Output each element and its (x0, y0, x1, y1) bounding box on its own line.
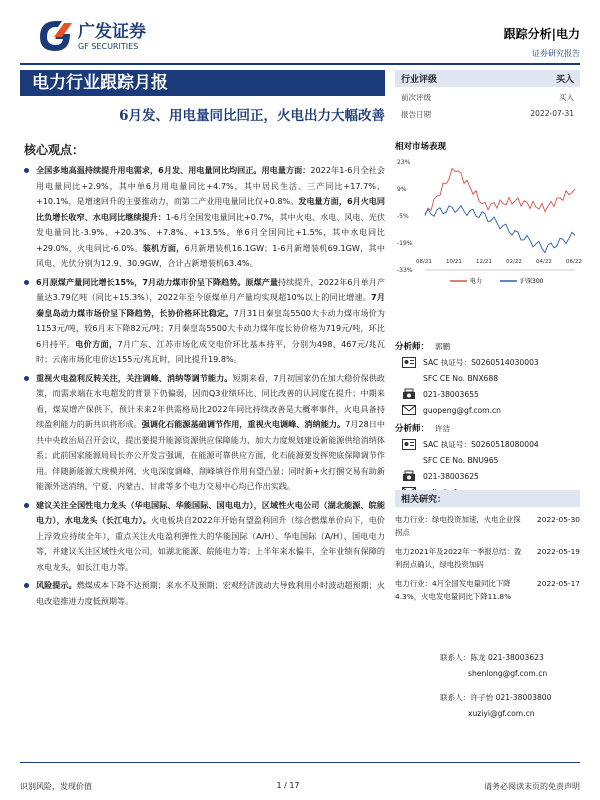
analyst-name: 许洁 (435, 423, 451, 433)
analyst-name: 郭鹏 (435, 341, 451, 351)
phone-icon (395, 470, 423, 482)
related-item[interactable]: 电力行业：绿电投资加速，火电企业探拐点 2022-05-30 (395, 515, 580, 537)
x-tick-label: 04/22 (536, 259, 552, 265)
bullet-demand: 全国多地高温持续提升用电需求，6月发、用电量同比均回正。用电量方面：2022年1-6月全社会用电量同比+2.9%，其中单6月用电量同比+4.7%，其中居民生活、三产同比+17.7%、+10.1%，是增速回升的主要推动力，而第二产业用电量同比仅+0.8%。发电量方面，6月火电同比负增长收窄、水电同比继续提升：1-6月全国发电量同比+0.7%，其中火电、水电、风电、光伏发电量同比-3.9%、+20.3%、+7.8%、+13.5%。单6月全国同比+1.5%，其中水电同比+29.0%，火电同比-6.0%。装机方面，6月新增装机16.1GW；1-6月新增装机69.1GW，其中风电、光伏分别为12.9、30.9GW，合计占新增装机63.4%。 (20, 163, 385, 272)
footer-rule (20, 762, 580, 763)
contact-1: 联系人：陈龙 021-38003623 (440, 653, 544, 662)
header-right (504, 25, 580, 59)
x-tick-label: 06/22 (566, 259, 582, 265)
x-tick-label: 02/22 (506, 259, 522, 265)
core-view-list (20, 163, 385, 612)
analyst-1 (395, 338, 580, 418)
prev-rating-row: 前次评级 买入 (401, 93, 574, 102)
header-rule (20, 63, 580, 65)
phone-icon (395, 388, 423, 400)
rating-box (395, 70, 580, 121)
analyst-role: 分析师： (395, 424, 430, 434)
rating-label: 行业评级 (401, 75, 438, 85)
analyst-license: SAC 执证号：S0260514030003 (423, 357, 539, 367)
page-number: 1 / 17 (276, 781, 300, 790)
analyst-email[interactable]: guopeng@gf.com.cn (423, 405, 501, 415)
brand-cn: 广发证券 (78, 22, 146, 42)
contact-2: 联系人：许子怡 021-38003800 (440, 693, 552, 702)
x-tick-label: 10/21 (446, 259, 462, 265)
bullet-coal: 6月原煤产量同比增长15%，7月动力煤市价呈下降趋势。原煤产量持续提升，2022年6月单月产量达3.79亿吨（同比+15.3%），2022年至今原煤单月产量均实现超10%以上的同比增速。7月秦皇岛动力煤市场价呈下降趋势，长协价格环比稳定。7月31日秦皇岛5500大卡动力煤市场价为1153元/吨，较6月末下降82元/吨；7月秦皇岛5500大卡动力煤年度长协价格为719元/吨，环比6月持平。电价方面，7月广东、江苏市场化成交电价环比基本持平，分别为498、467元/兆瓦时；云南市场化电价达155元/兆瓦时，同比提升19.8%。 (20, 275, 385, 368)
disclaimer-note: 请务必阅读末页的免责声明 (484, 782, 580, 791)
bullet-thermal: 重视火电盈利反转关注，关注调峰、消纳等调节能力。短期来看，7月初国家仍在加大稳价保供政策，而需求端在水电超发的背景下仍偏弱，因而Q3业绩环比、同比改善的认同度在提升；中期来看，煤炭增产保供下，预计未来2年供需格局比2022年同比持续改善是大概率事件，火电具备持续盈利能力的新共识将形成。强调化石能源基础调节作用，重视火电调峰、消纳能力。7月28日中共中央政治局召开会议，提出要提升能源资源供应保障能力，加大力度规划建设新能源供给消纳体系；此前国家能源局局长亦公开发言强调，在能源可靠供应方面，化石能源要发挥兜底保障调节作用。伴随新能源大规模并网，火电深度调峰、削峰填谷作用有望凸显；同时新+火打捆交易有助新能源外送消纳，宁夏、内蒙古、甘肃等多个电力交易中心均已作出实践。 (20, 371, 385, 495)
market-chart (395, 152, 580, 287)
related-section (395, 490, 580, 604)
id-card-icon (395, 357, 423, 368)
report-date-row: 报告日期 2022-07-31 (401, 109, 574, 119)
analyst-ce: SFC CE No. BNX688 (423, 373, 499, 383)
analyst-ce: SFC CE No. BNU965 (423, 455, 499, 465)
analyst-license: SAC 执证号：S0260518080004 (423, 439, 539, 449)
report-type: 证券研究报告 (532, 49, 580, 58)
bullet-recommend: 建议关注全国性电力龙头（华电国际、华能国际、国电电力），区域性火电公司（湖北能源、皖能电力），水电龙头（长江电力）。火电板块自2022年开始有望盈利回升（综合燃煤单价向下，电价上浮效应持续全年），重点关注火电盈利弹性大的华能国际（A/H）、华电国际（A/H）、国电电力等，并建议关注区域性火电公司，如湖北能源、皖能电力等；上半年来水偏丰，全年业绩有保障的水电龙头，如长江电力等。 (20, 498, 385, 576)
email-icon (395, 405, 423, 415)
footer-slogan: 识别风险，发现价值 (20, 782, 92, 791)
page-subtitle: 6月发、用电量同比回正，火电出力大幅改善 (119, 108, 385, 124)
market-section (395, 140, 580, 291)
y-tick-label: -33% (397, 267, 413, 274)
report-category: 跟踪分析|电力 (503, 27, 580, 41)
legend-hs300: 沪深300 (520, 278, 544, 285)
analyst-phone: 021-38003625 (423, 471, 479, 481)
y-tick-label: -5% (397, 213, 409, 220)
legend-power: 电力 (470, 278, 483, 285)
related-item[interactable]: 电力行业：4月全国发电量同比下降4.3%，火电发电量同比下降11.8% 2022-05-17 (395, 579, 580, 601)
x-tick-label: 08/21 (416, 259, 432, 265)
gf-logo (36, 15, 176, 55)
y-tick-label: 23% (397, 159, 411, 166)
analyst-role: 分析师： (395, 342, 430, 352)
y-tick-label: -19% (397, 240, 413, 247)
page-title: 电力行业跟踪月报 (20, 70, 385, 96)
rating-header (395, 70, 580, 87)
rating-value: 买入 (555, 75, 574, 85)
series-hs300-line (425, 206, 575, 253)
contacts (440, 650, 580, 722)
core-view-heading: 核心观点： (24, 143, 85, 157)
contact-2-email[interactable]: xuziyi@gf.com.cn (468, 709, 535, 718)
bullet-risk: 风险提示。燃煤成本下降不达预期；来水不及预期；宏观经济波动大导致利用小时波动超预期；火电改造推进力度低预期等。 (20, 578, 385, 609)
market-title: 相对市场表现 (395, 142, 447, 152)
contact-1-email[interactable]: shenlong@gf.com.cn (468, 669, 548, 678)
related-item[interactable]: 电力2021年及2022年一季报总结：盈利拐点确认，绿电投资加码 2022-05-19 (395, 547, 580, 569)
related-title: 相关研究： (395, 490, 580, 507)
x-tick-label: 12/21 (476, 259, 492, 265)
brand-en: GF SECURITIES (78, 42, 139, 51)
analyst-2 (395, 420, 580, 500)
footer (20, 781, 580, 792)
y-tick-label: 9% (397, 186, 407, 193)
id-card-icon (395, 439, 423, 450)
analyst-phone: 021-38003655 (423, 389, 479, 399)
